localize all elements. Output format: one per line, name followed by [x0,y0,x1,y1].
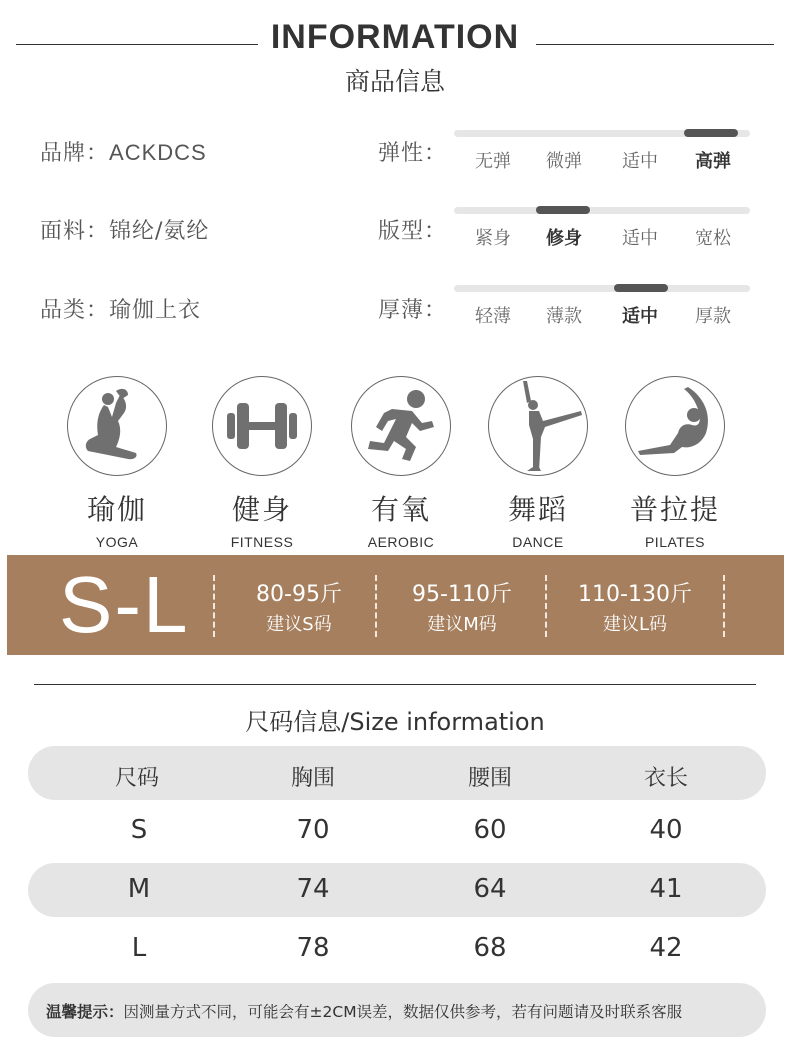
option-thick: 厚款 [695,306,731,327]
brand-info [40,136,207,167]
option-slight-stretch: 微弹 [546,151,582,172]
row-m-bust: 74 [296,874,330,904]
pilates-icon [625,376,725,476]
category-label: 品类： [40,298,110,323]
band-divider [375,575,377,637]
row-l-waist: 68 [473,933,507,963]
header-bust: 胸围 [290,766,335,791]
page-title-cn: 商品信息 [344,67,445,96]
tip-text [46,1000,682,1022]
dancer-icon [488,376,588,476]
recommendation-l-weight: 110-130斤 [578,582,692,607]
dumbbell-icon [212,376,312,476]
sport-pilates-en: PILATES [644,534,706,550]
band-divider [213,575,215,637]
yoga-pose-icon [67,376,167,476]
elasticity-indicator [684,129,738,137]
sport-yoga [57,376,177,550]
option-light: 薄款 [546,306,582,327]
sport-dance [478,376,598,550]
sport-yoga-cn: 瑜伽 [86,493,147,526]
size-table-title: 尺码信息/Size information [245,708,545,736]
option-medium-stretch: 适中 [622,151,658,172]
fit-scale [454,207,750,214]
size-range: S-L [59,560,190,649]
recommendation-m [379,555,545,636]
row-s-size: S [130,815,148,845]
sport-dance-en: DANCE [512,534,564,550]
recommendation-m-weight: 95-110斤 [412,582,512,607]
sport-fitness-en: FITNESS [230,534,294,550]
row-m-size: M [127,874,151,904]
recommendation-m-size: 建议M码 [427,614,497,635]
size-range-band [7,555,784,655]
header-length: 衣长 [643,766,688,791]
sport-fitness [202,376,322,550]
option-slim: 修身 [546,228,582,249]
sport-yoga-en: YOGA [95,534,139,550]
recommendation-l-size: 建议L码 [602,614,668,635]
page-title-en: INFORMATION [270,18,520,56]
tip-label: 温馨提示： [46,1003,124,1021]
sport-aerobic-en: AEROBIC [367,534,435,550]
recommendation-s-weight: 80-95斤 [256,582,342,607]
row-l-bust: 78 [296,933,330,963]
recommendation-s-size: 建议S码 [266,614,332,635]
tip-content: 因测量方式不同，可能会有±2CM误差，数据仅供参考，若有问题请及时联系客服 [123,1003,683,1021]
row-s-bust: 70 [296,815,330,845]
fit-indicator [536,206,590,214]
elasticity-label: 弹性： [378,141,448,166]
thickness-label: 厚薄： [378,298,448,323]
elasticity-scale [454,130,750,137]
header-waist: 腰围 [467,766,512,791]
sport-pilates-cn: 普拉提 [629,493,720,526]
row-l-size: L [131,933,147,963]
category-info [40,293,201,324]
category-value: 瑜伽上衣 [109,298,202,323]
option-regular: 适中 [622,228,658,249]
fabric-info [40,214,209,245]
thickness-scale [454,285,750,292]
section-divider [34,684,756,685]
option-tight: 紧身 [475,228,511,249]
running-icon [351,376,451,476]
thickness-indicator [614,284,668,292]
fabric-label: 面料： [40,219,110,244]
option-loose: 宽松 [695,228,731,249]
brand-label: 品牌： [40,141,110,166]
option-medium: 适中 [622,306,658,327]
row-s-waist: 60 [473,815,507,845]
row-s-length: 40 [649,815,683,845]
recommendation-l [547,555,723,636]
sport-pilates [615,376,735,550]
sport-fitness-cn: 健身 [231,493,292,526]
header-size: 尺码 [114,766,159,791]
recommendation-s [219,555,379,636]
sport-aerobic-cn: 有氧 [370,493,431,526]
row-l-length: 42 [649,933,683,963]
option-high-stretch: 高弹 [695,151,731,172]
sport-dance-cn: 舞蹈 [507,493,568,526]
sport-aerobic [341,376,461,550]
band-divider [723,575,725,637]
fit-label: 版型： [378,219,448,244]
row-m-waist: 64 [473,874,507,904]
row-m-length: 41 [649,874,683,904]
option-thin: 轻薄 [475,306,511,327]
option-no-stretch: 无弹 [475,151,511,172]
tip-box [28,983,766,1037]
brand-value: ACKDCS [109,140,207,165]
fabric-value: 锦纶/氨纶 [109,219,210,244]
